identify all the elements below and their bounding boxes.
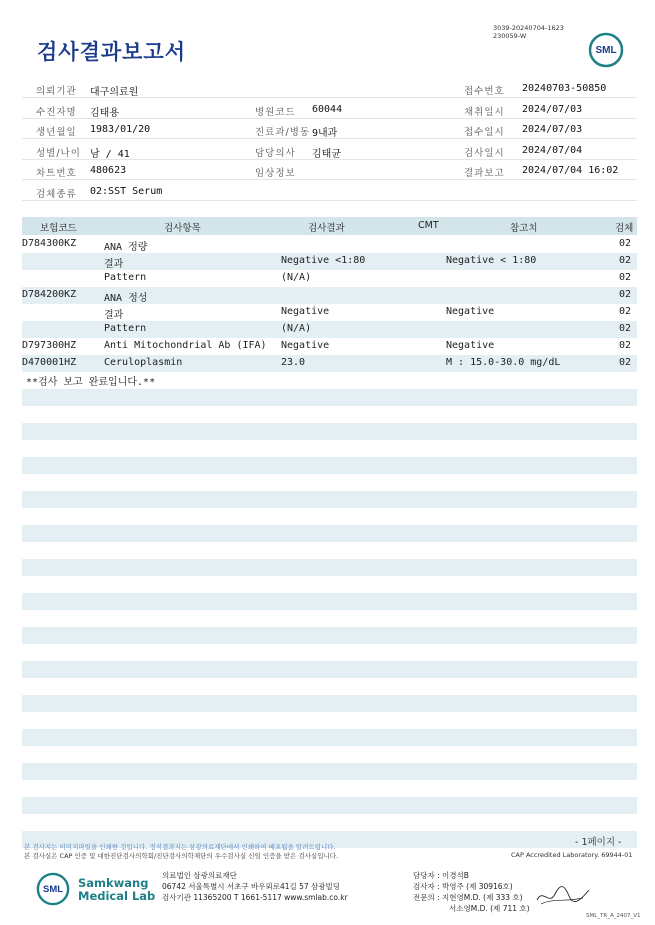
info-value: 2024/07/03	[522, 124, 583, 136]
cell-spec: 02	[619, 272, 632, 283]
cell-result: (N/A)	[281, 323, 312, 334]
col-specimen: 검체	[615, 223, 634, 234]
info-row	[22, 181, 637, 201]
cell-result: (N/A)	[281, 272, 312, 283]
info-label: 결과보고	[464, 168, 505, 180]
empty-row-stripe	[22, 491, 637, 508]
empty-row-stripe	[22, 593, 637, 610]
staff-list: 담당자 : 이경석B 검사자 : 박영주 (제 30916호) 전문의 : 지현영M.D. (제 333 호) 서소영M.D. (제 711 호)	[413, 871, 530, 913]
empty-row-stripe	[22, 661, 637, 678]
info-row	[22, 140, 637, 160]
cell-item: 결과	[104, 310, 124, 321]
sml-footer-logo-icon	[36, 872, 70, 906]
empty-row-stripe	[22, 695, 637, 712]
col-code: 보험코드	[40, 223, 77, 234]
info-label: 수진자명	[36, 106, 77, 118]
info-value: 60044	[312, 103, 343, 115]
cell-item: Anti Mitochondrial Ab (IFA)	[104, 340, 267, 351]
lab-address: 의료법인 삼광의료재단 06742 서울특별시 서초구 바우뫼로41길 57 삼광빌딩 검사기관 11365200 T 1661-5117 www.smlab.co.kr	[162, 871, 348, 902]
signature-icon	[533, 880, 593, 910]
info-label: 접수번호	[464, 86, 505, 97]
info-row	[22, 160, 637, 180]
empty-row-stripe	[22, 797, 637, 814]
info-row	[22, 99, 637, 119]
image-notice: 본 검사지는 이미지파일을 인쇄한 것입니다. 정식결과지는 삼광의료재단에서 인쇄하여 배포됨을 알려드립니다.	[24, 843, 336, 851]
info-row	[22, 78, 637, 98]
info-value: 대구의료원	[90, 87, 139, 98]
info-value: 2024/07/04 16:02	[522, 165, 619, 177]
info-row	[22, 119, 637, 139]
brand-name: Samkwang Medical Lab	[78, 876, 156, 903]
empty-row-stripe	[22, 763, 637, 780]
col-cmt: CMT	[418, 220, 439, 231]
info-value: 2024/07/04	[522, 144, 583, 156]
report-complete-text: **검사 보고 완료입니다.**	[26, 377, 156, 388]
col-result: 검사결과	[308, 223, 345, 234]
info-value: 2024/07/03	[522, 103, 583, 115]
table-row	[22, 338, 637, 355]
cell-item: ANA 정성	[104, 293, 148, 304]
document-id: 3039-20240704-1623 230059-W	[493, 24, 564, 40]
table-row	[22, 236, 637, 253]
table-row	[22, 253, 637, 270]
cell-item: Ceruloplasmin	[104, 357, 183, 368]
info-value: 1983/01/20	[90, 124, 151, 136]
col-item: 검사항목	[164, 223, 201, 234]
cell-item: Pattern	[104, 323, 147, 334]
cell-spec: 02	[619, 357, 632, 368]
info-label: 검체종류	[36, 189, 77, 200]
col-reference: 참고치	[510, 223, 538, 234]
cell-ref: Negative	[446, 340, 495, 351]
cell-result: Negative	[281, 306, 330, 317]
cell-ref: Negative	[446, 306, 495, 317]
cap-accreditation: CAP Accredited Laboratory. 69944-01	[511, 851, 633, 859]
svg-text:SML: SML	[43, 883, 63, 895]
empty-row-stripe	[22, 559, 637, 576]
info-label: 성별/나이	[36, 147, 81, 159]
cell-item: 결과	[104, 259, 124, 270]
cell-ref: M : 15.0-30.0 mg/dL	[446, 357, 561, 368]
info-label: 채취일시	[464, 106, 505, 118]
table-row	[22, 270, 637, 287]
cell-code: D784200KZ	[22, 289, 77, 300]
table-row	[22, 355, 637, 372]
table-row	[22, 287, 637, 304]
info-label: 의뢰기관	[36, 86, 77, 97]
cell-result: Negative <1:80	[281, 255, 366, 266]
empty-row-stripe	[22, 729, 637, 746]
accreditation-notice: 본 검사실은 CAP 인증 및 대한진단검사의학회/진단검사의학재단의 우수검사실 신임 인증을 받은 검사실입니다.	[24, 852, 339, 860]
form-code: SML_TR_A_2407_V1	[586, 913, 641, 919]
info-label: 담당의사	[255, 147, 296, 159]
info-value: 9내과	[312, 128, 338, 140]
cell-spec: 02	[619, 255, 632, 266]
info-label: 차트번호	[36, 168, 77, 180]
cell-spec: 02	[619, 340, 632, 351]
info-value: 김태용	[90, 107, 119, 119]
empty-row-stripe	[22, 457, 637, 474]
info-value: 02:SST Serum	[90, 186, 163, 197]
empty-row-stripe	[22, 423, 637, 440]
empty-row-stripe	[22, 627, 637, 644]
svg-text:SML: SML	[595, 45, 617, 56]
info-value: 김태균	[312, 148, 341, 160]
cell-spec: 02	[619, 306, 632, 317]
empty-row-stripe	[22, 389, 637, 406]
cell-spec: 02	[619, 289, 632, 300]
table-row	[22, 304, 637, 321]
cell-code: D784300KZ	[22, 238, 77, 249]
info-label: 임상정보	[255, 168, 296, 180]
cell-result: 23.0	[281, 357, 306, 368]
info-value: 20240703-50850	[522, 83, 607, 94]
page-number: - 1페이지 -	[575, 837, 622, 848]
info-label: 생년월일	[36, 127, 77, 139]
table-row	[22, 321, 637, 338]
info-label: 접수일시	[464, 127, 505, 139]
cell-spec: 02	[619, 238, 632, 249]
result-table-header	[22, 217, 637, 235]
page-title: 검사결과보고서	[37, 40, 187, 64]
cell-code: D470001HZ	[22, 357, 77, 368]
cell-item: Pattern	[104, 272, 147, 283]
empty-row-stripe	[22, 525, 637, 542]
info-value: 480623	[90, 165, 127, 177]
info-value: 남 / 41	[90, 148, 130, 160]
sml-logo-icon	[588, 32, 624, 68]
cell-item: ANA 정량	[104, 242, 148, 253]
info-label: 진료과/병동	[255, 127, 311, 139]
info-label: 병원코드	[255, 106, 296, 118]
info-label: 검사일시	[464, 147, 505, 159]
cell-code: D797300HZ	[22, 340, 77, 351]
cell-ref: Negative < 1:80	[446, 255, 537, 266]
cell-spec: 02	[619, 323, 632, 334]
cell-result: Negative	[281, 340, 330, 351]
